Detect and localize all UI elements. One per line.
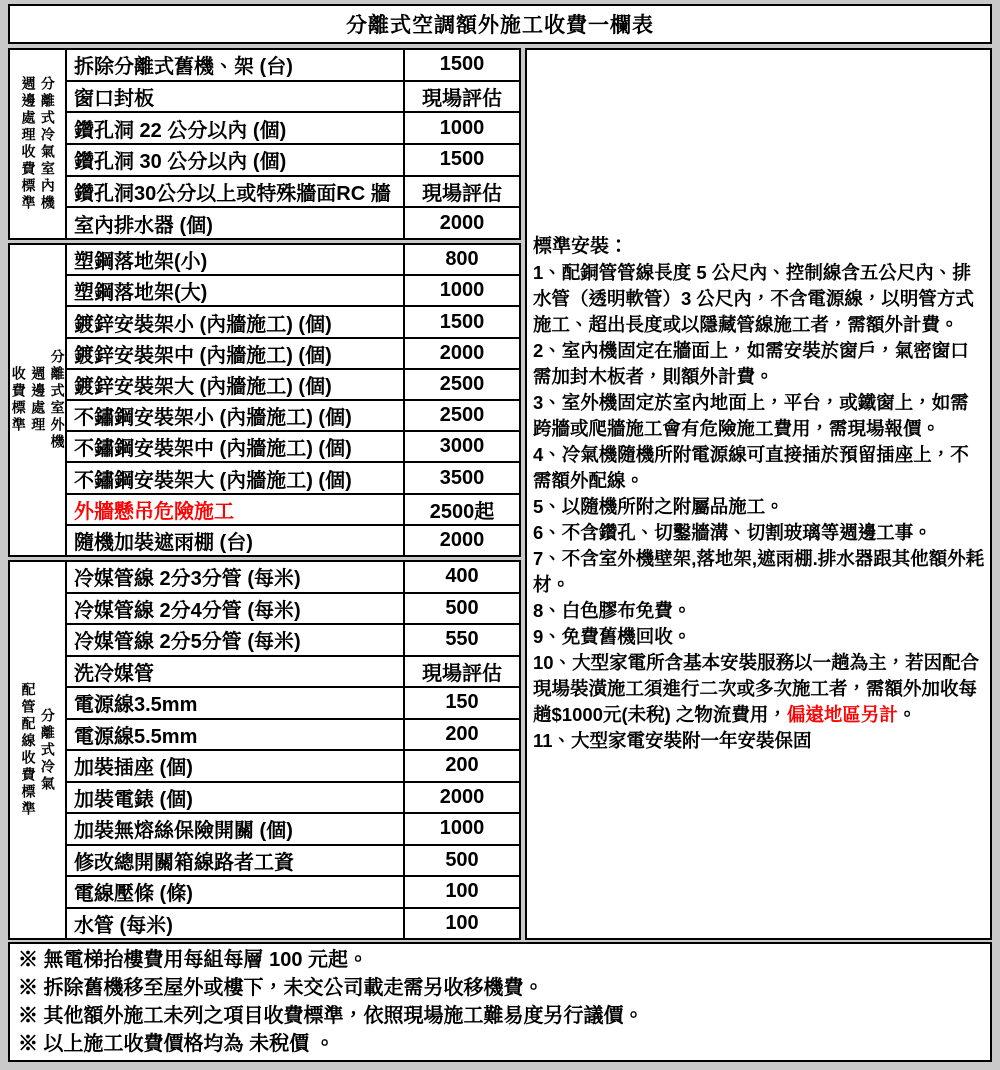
note-item	[533, 442, 986, 494]
fee-price: 800	[445, 248, 479, 271]
fee-price: 現場評估	[422, 183, 502, 206]
fee-item-name: 洗冷媒管	[67, 657, 405, 687]
note-text: 7、不含室外機壁架,落地架,遮雨棚.排水器跟其他額外耗材。	[533, 548, 985, 595]
fee-item-name: 加裝插座 (個)	[67, 751, 405, 781]
note-item	[533, 728, 986, 754]
fee-row	[67, 909, 519, 939]
fee-item-name: 外牆懸吊危險施工	[67, 495, 405, 524]
fee-price: 500	[445, 596, 479, 619]
note-text: 9、免費舊機回收。	[533, 626, 692, 647]
fee-item-name: 室內排水器 (個)	[67, 208, 405, 238]
fee-item-name: 鍍鋅安裝架小 (內牆施工) (個)	[67, 307, 405, 336]
fee-price: 200	[445, 722, 479, 745]
fee-price: 2000	[439, 211, 485, 234]
fee-item-name: 水管 (每米)	[67, 909, 405, 939]
fee-price: 500	[445, 848, 479, 871]
fee-row	[67, 495, 519, 526]
fee-rows	[67, 562, 519, 938]
fee-item-name: 冷媒管線 2分5分管 (每米)	[67, 625, 405, 655]
fee-row	[67, 594, 519, 626]
fee-row	[67, 339, 519, 370]
fee-item-name: 塑鋼落地架(大)	[67, 276, 405, 305]
fee-item-name: 電線壓條 (條)	[67, 877, 405, 907]
fee-item-name: 鍍鋅安裝架大 (內牆施工) (個)	[67, 370, 405, 399]
footnote-line: ※ 其他額外施工未列之項目收費標準，依照現場施工難易度另行議價。	[18, 1005, 644, 1027]
fee-rows	[67, 50, 519, 238]
fee-section-3	[8, 560, 521, 940]
fee-item-name: 鑽孔洞30公分以上或特殊牆面RC 牆	[67, 177, 405, 207]
fee-table	[8, 48, 521, 940]
main-area	[8, 48, 992, 940]
fee-row	[67, 751, 519, 783]
note-item	[533, 260, 986, 338]
fee-item-name: 修改總開關箱線路者工資	[67, 846, 405, 876]
fee-price: 550	[445, 628, 479, 651]
section-category-label	[10, 562, 67, 938]
fee-row	[67, 688, 519, 720]
fee-row	[67, 877, 519, 909]
note-item	[533, 338, 986, 390]
vertical-label-column: 週邊處理收費標準	[20, 76, 37, 212]
vertical-label-column: 分離式室外機	[49, 349, 66, 451]
footnotes-box	[8, 942, 992, 1062]
fee-row	[67, 783, 519, 815]
note-item	[533, 624, 986, 650]
fee-section-1	[8, 48, 521, 240]
fee-price: 3500	[439, 466, 485, 489]
fee-price: 現場評估	[422, 662, 502, 685]
fee-item-name: 拆除分離式舊機、架 (台)	[67, 50, 405, 80]
note-item	[533, 494, 986, 520]
fee-price: 2500	[439, 372, 485, 395]
fee-row	[67, 50, 519, 82]
fee-price: 1000	[439, 817, 485, 840]
note-text: 10、大型家電所含基本安裝服務以一趟為主，若因配合現場裝潢施工須進行二次或多次施工者，需額外加收每趟$1000元(未稅) 之物流費用，	[533, 652, 980, 725]
fee-price: 1500	[439, 148, 485, 171]
fee-row	[67, 625, 519, 657]
note-text: 6、不含鑽孔、切鑿牆溝、切割玻璃等週邊工事。	[533, 522, 932, 543]
fee-item-name: 加裝無熔絲保險開關 (個)	[67, 814, 405, 844]
vertical-label-column: 週邊處理	[30, 366, 47, 434]
note-item	[533, 546, 986, 598]
fee-price: 400	[445, 565, 479, 588]
footnote-line: ※ 以上施工收費價格均為 未稅價 。	[18, 1033, 335, 1055]
fee-row	[67, 401, 519, 432]
fee-row	[67, 463, 519, 494]
fee-price: 1500	[439, 310, 485, 333]
fee-price: 2500起	[429, 500, 495, 523]
note-text: 8、白色膠布免費。	[533, 600, 692, 621]
fee-row	[67, 177, 519, 209]
fee-item-name: 加裝電錶 (個)	[67, 783, 405, 813]
fee-price: 1000	[439, 279, 485, 302]
fee-item-name: 窗口封板	[67, 82, 405, 112]
fee-row	[67, 657, 519, 689]
note-item	[533, 650, 986, 728]
note-item	[533, 520, 986, 546]
fee-row	[67, 82, 519, 114]
fee-price: 100	[445, 911, 479, 934]
fee-item-name: 鑽孔洞 22 公分以內 (個)	[67, 113, 405, 143]
fee-price: 2000	[439, 528, 485, 551]
fee-price: 200	[445, 754, 479, 777]
fee-item-name: 鍍鋅安裝架中 (內牆施工) (個)	[67, 339, 405, 368]
section-category-label	[10, 50, 67, 238]
fee-item-name: 不鏽鋼安裝架小 (內牆施工) (個)	[67, 401, 405, 430]
fee-row	[67, 846, 519, 878]
footnote-line: ※ 拆除舊機移至屋外或樓下，未交公司載走需另收移機費。	[18, 977, 544, 999]
fee-price: 150	[445, 691, 479, 714]
notes-list	[533, 260, 986, 754]
fee-row	[67, 814, 519, 846]
footnote-line: ※ 無電梯抬樓費用每組每層 100 元起。	[18, 949, 369, 971]
fee-price: 2000	[439, 341, 485, 364]
fee-price: 2000	[439, 785, 485, 808]
note-text: 3、室外機固定於室內地面上，平台，或鐵窗上，如需跨牆或爬牆施工會有危險施工費用，需現場報價。	[533, 392, 969, 439]
fee-item-name: 電源線3.5mm	[67, 688, 405, 718]
vertical-label-column: 配管配線收費標準	[20, 682, 37, 818]
fee-row	[67, 307, 519, 338]
fee-price: 現場評估	[422, 88, 502, 110]
note-text: 11、大型家電安裝附一年安裝保固	[533, 730, 812, 751]
fee-row	[67, 526, 519, 555]
fee-row	[67, 432, 519, 463]
fee-row	[67, 370, 519, 401]
fee-item-name: 冷媒管線 2分4分管 (每米)	[67, 594, 405, 624]
note-text: 4、冷氣機隨機所附電源線可直接插於預留插座上，不需額外配線。	[533, 444, 969, 491]
fee-section-2	[8, 243, 521, 557]
fee-item-name: 塑鋼落地架(小)	[67, 245, 405, 274]
fee-row	[67, 720, 519, 752]
fee-item-name: 不鏽鋼安裝架中 (內牆施工) (個)	[67, 432, 405, 461]
note-text: 1、配銅管管線長度 5 公尺內、控制線含五公尺內、排水管（透明軟管）3 公尺內，不含電源線，以明管方式施工、超出長度或以隱藏管線施工者，需額外計費。	[533, 262, 974, 335]
fee-price: 100	[445, 880, 479, 903]
fee-row	[67, 208, 519, 238]
vertical-label-column: 收費標準	[10, 366, 27, 434]
fee-price: 2500	[439, 404, 485, 427]
fee-rows	[67, 245, 519, 555]
standard-install-notes-panel	[525, 48, 992, 940]
fee-item-name: 電源線5.5mm	[67, 720, 405, 750]
notes-heading: 標準安裝：	[533, 236, 629, 257]
fee-item-name: 不鏽鋼安裝架大 (內牆施工) (個)	[67, 463, 405, 492]
fee-price: 3000	[439, 435, 485, 458]
note-item	[533, 598, 986, 624]
fee-price: 1500	[439, 53, 485, 76]
fee-price: 1000	[439, 116, 485, 139]
fee-row	[67, 113, 519, 145]
note-item	[533, 390, 986, 442]
fee-row	[67, 145, 519, 177]
vertical-label-column: 分離式冷氣室內機	[39, 76, 56, 212]
note-highlight-red: 偏遠地區另計	[786, 704, 898, 725]
fee-row	[67, 562, 519, 594]
note-text: 2、室內機固定在牆面上，如需安裝於窗戶，氣密窗口需加封木板者，則額外計費。	[533, 340, 969, 387]
note-text: 。	[897, 704, 917, 725]
page-title: 分離式空調額外施工收費一欄表	[8, 4, 992, 44]
fee-item-name: 冷媒管線 2分3分管 (每米)	[67, 562, 405, 592]
fee-item-name: 鑽孔洞 30 公分以內 (個)	[67, 145, 405, 175]
fee-item-name: 隨機加裝遮雨棚 (台)	[67, 526, 405, 555]
note-text: 5、以隨機所附之附屬品施工。	[533, 496, 784, 517]
vertical-label-column: 分離式冷氣	[39, 707, 56, 793]
fee-row	[67, 245, 519, 276]
section-category-label	[10, 245, 67, 555]
fee-row	[67, 276, 519, 307]
